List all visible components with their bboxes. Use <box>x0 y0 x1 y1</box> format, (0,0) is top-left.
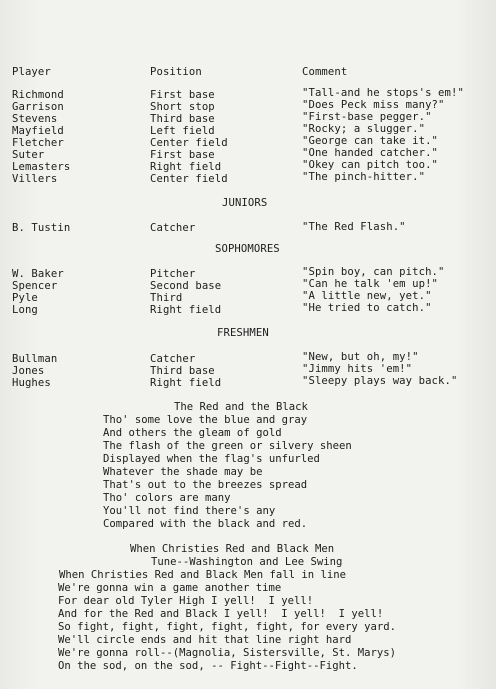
poem-line: Compared with the black and red. <box>103 518 308 530</box>
poem-title: The Red and the Black <box>174 401 308 413</box>
header-player: Player <box>12 66 51 78</box>
player-name: B. Tustin <box>12 222 71 234</box>
song-line: For dear old Tyler High I yell! I yell! <box>58 595 314 607</box>
player-position: Catcher <box>150 222 196 234</box>
player-position: Pitcher <box>150 268 196 280</box>
player-name: Stevens <box>12 113 58 125</box>
player-position: Center field <box>150 137 228 149</box>
poem-line: Displayed when the flag's unfurled <box>103 453 320 465</box>
player-comment: "Jimmy hits 'em!" <box>302 363 413 375</box>
player-name: Lemasters <box>12 161 71 173</box>
player-name: Bullman <box>12 353 58 365</box>
song-line: On the sod, on the sod, -- Fight--Fight--Fight. <box>58 660 358 672</box>
song-line: And for the Red and Black I yell! I yell! I yell! <box>58 608 384 620</box>
poem-line: And others the gleam of gold <box>103 427 282 439</box>
song-title: When Christies Red and Black Men <box>130 543 335 555</box>
player-position: Third base <box>150 365 215 377</box>
player-position: Second base <box>150 280 222 292</box>
player-position: Left field <box>150 125 215 137</box>
player-comment: "Rocky; a slugger." <box>302 123 426 135</box>
player-name: Suter <box>12 149 45 161</box>
poem-line: Whatever the shade may be <box>103 466 263 478</box>
player-comment: "First-base pegger." <box>302 111 432 123</box>
song-line: When Christies Red and Black Men fall in line <box>59 569 347 581</box>
player-comment: "Can he talk 'em up!" <box>302 278 439 290</box>
player-name: Jones <box>12 365 45 377</box>
player-position: Center field <box>150 173 228 185</box>
player-comment: "Okey can pitch too." <box>302 159 439 171</box>
player-comment: "Sleepy plays way back." <box>302 375 458 387</box>
player-position: First base <box>150 149 215 161</box>
player-position: Right field <box>150 161 222 173</box>
player-name: Villers <box>12 173 58 185</box>
player-comment: "The Red Flash." <box>302 221 406 233</box>
song-tune: Tune--Washington and Lee Swing <box>151 556 343 568</box>
player-comment: "Tall-and he stops's em!" <box>302 87 464 99</box>
player-comment: "The pinch-hitter." <box>302 171 426 183</box>
player-position: Catcher <box>150 353 196 365</box>
header-position: Position <box>150 66 202 78</box>
player-name: Mayfield <box>12 125 64 137</box>
player-name: Garrison <box>12 101 64 113</box>
song-line: We're gonna win a game another time <box>58 582 282 594</box>
section-heading-juniors: JUNIORS <box>222 197 268 209</box>
player-name: Spencer <box>12 280 58 292</box>
player-name: Long <box>12 304 38 316</box>
player-comment: "A little new, yet." <box>302 290 432 302</box>
player-comment: "Spin boy, can pitch." <box>302 266 445 278</box>
player-position: Short stop <box>150 101 215 113</box>
poem-line: Tho' colors are many <box>103 492 231 504</box>
song-line: So fight, fight, fight, fight, fight, for every yard. <box>58 621 397 633</box>
section-heading-freshmen: FRESHMEN <box>217 327 269 339</box>
player-name: Fletcher <box>12 137 64 149</box>
player-comment: "New, but oh, my!" <box>302 351 419 363</box>
player-comment: "Does Peck miss many?" <box>302 99 445 111</box>
header-comment: Comment <box>302 66 348 78</box>
player-position: First base <box>150 89 215 101</box>
player-name: Pyle <box>12 292 38 304</box>
player-name: W. Baker <box>12 268 64 280</box>
section-heading-sophomores: SOPHOMORES <box>215 243 280 255</box>
player-name: Hughes <box>12 377 51 389</box>
song-line: We're gonna roll--(Magnolia, Sistersville, St. Marys) <box>58 647 397 659</box>
player-position: Right field <box>150 377 222 389</box>
player-comment: "One handed catcher." <box>302 147 439 159</box>
poem-line: You'll not find there's any <box>103 505 276 517</box>
player-comment: "George can take it." <box>302 135 439 147</box>
player-comment: "He tried to catch." <box>302 302 432 314</box>
player-position: Third <box>150 292 183 304</box>
poem-line: The flash of the green or silvery sheen <box>103 440 352 452</box>
player-name: Richmond <box>12 89 64 101</box>
poem-line: Tho' some love the blue and gray <box>103 414 308 426</box>
player-position: Right field <box>150 304 222 316</box>
poem-line: That's out to the breezes spread <box>103 479 308 491</box>
player-position: Third base <box>150 113 215 125</box>
song-line: We'll circle ends and hit that line right hard <box>58 634 352 646</box>
